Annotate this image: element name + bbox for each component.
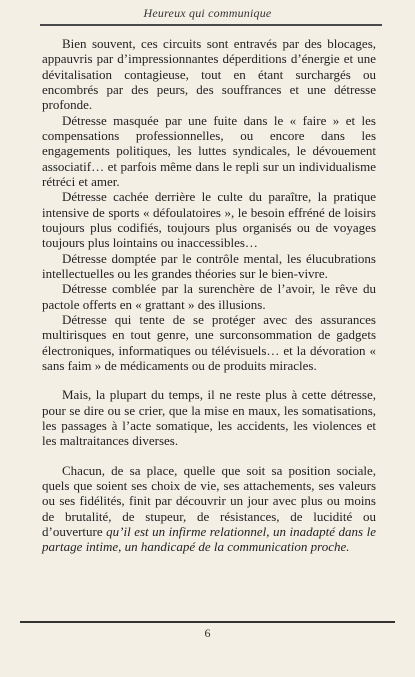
paragraph-2: Détresse masquée par une fuite dans le « faire » et les compensations professionnelles, ou encore dans les engagements politiques, les luttes syndicales, le dévouement associatif… et parfois même dans le repli sur un individualisme rétréci et amer. (42, 112, 376, 189)
paragraph-6: Détresse qui tente de se protéger avec des assurances multirisques en tout genre, une surconsommation de gadgets électroniques, informatiques ou télévisuels… et la dévoration « sans faim » de médicaments ou de produits miracles. (42, 311, 376, 373)
footer-rule (20, 621, 395, 623)
paragraph-8-text: Chacun, de sa place, quelle que soit sa position sociale, quels que soient ses choix de vie, ses attachements, ses valeurs ou ses fidélités, finit par découvrir un jour avec plus ou moins de brutalité, de stupeur, de résistances, de lucidité ou d’ouverture (42, 462, 376, 539)
paragraph-8-italic-text: qu’il est un infirme relationnel, un inadapté dans le partage intime, un handicapé de la communication proche. (42, 523, 377, 555)
running-header-title: Heureux qui communique (143, 6, 272, 20)
paragraph-7: Mais, la plupart du temps, il ne reste plus à cette détresse, pour se dire ou se crier, que la mise en maux, les somatisations, les passages à l’acte somatique, les accidents, les violences et les maltraitances diverses. (42, 387, 376, 449)
paragraph-5: Détresse comblée par la surenchère de l’avoir, le rêve du pactole offerts en « grattant » des illusions. (42, 281, 376, 312)
header-rule (40, 24, 382, 26)
paragraph-gap (42, 373, 376, 387)
paragraph-8 (42, 463, 376, 555)
paragraph-gap (42, 449, 376, 463)
paragraph-1: Bien souvent, ces circuits sont entravés par des blocages, appauvris par d’impressionnantes déperditions d’énergie et une dévitalisation contagieuse, tout en étant surchargés ou encombrés par des peurs, des souffrances et une détresse profonde. (42, 36, 376, 113)
page-number: 6 (204, 626, 211, 640)
paragraph-4: Détresse domptée par le contrôle mental, les élucubrations intellectuelles ou les grandes théories sur le bien-vivre. (42, 250, 376, 281)
body-text (42, 36, 376, 555)
paragraph-3: Détresse cachée derrière le culte du paraître, la pratique intensive de sports « défoulatoires », le besoin effréné de loisirs toujours plus codifiés, toujours plus organisés ou de voyages toujours plus lointains ou inaccessibles… (42, 189, 376, 251)
